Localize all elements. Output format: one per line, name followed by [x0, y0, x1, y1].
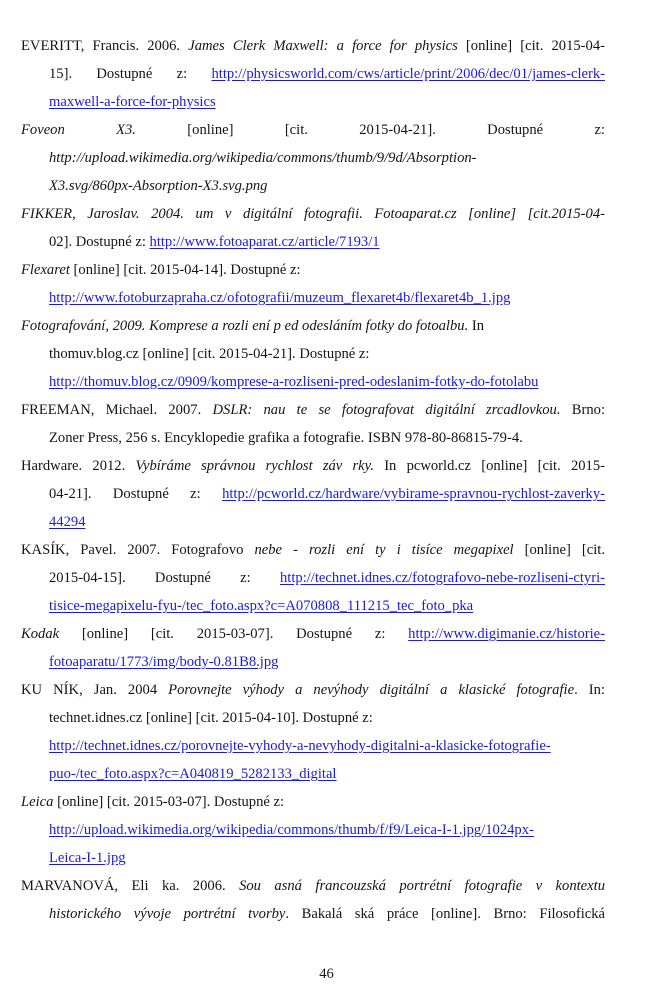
bib-link[interactable]: http://physicsworld.com/cws/article/print/2006/dec/01/james-clerk-	[211, 66, 605, 82]
bib-line: KU NÍK, Jan. 2004 Porovnejte výhody a nevýhody digitální a klasické fotografie. In:	[21, 682, 605, 698]
bib-line	[21, 648, 605, 676]
bib-entry-kodak	[21, 620, 605, 676]
bib-title: James Clerk Maxwell: a force for physics	[188, 38, 458, 54]
bib-line: 2015-04-15]. Dostupné z: http://technet.idnes.cz/fotografovo-nebe-rozliseni-ctyri-	[49, 570, 605, 586]
bib-line	[21, 844, 605, 872]
bib-link-continued[interactable]: tisice-megapixelu-fyu-/tec_foto.aspx?c=A070808_111215_tec_foto_pka	[49, 598, 474, 614]
bib-entry-kucnik	[21, 676, 605, 788]
bib-link[interactable]: http://upload.wikimedia.org/wikipedia/commons/thumb/f/f9/Leica-I-1.jpg/1024px-	[49, 822, 534, 838]
bib-line: 02]. Dostupné z: http://www.fotoaparat.cz/article/7193/1	[49, 234, 380, 250]
bib-line: historického vývoje portrétní tvorby. Bakalá ská práce [online]. Brno: Filosofická	[49, 906, 605, 922]
bib-link-continued[interactable]: Leica-I-1.jpg	[49, 850, 126, 866]
bib-entry-leica	[21, 788, 605, 872]
bib-line: http://upload.wikimedia.org/wikipedia/commons/thumb/9/9d/Absorption-	[49, 150, 477, 166]
bib-line: MARVANOVÁ, Eli ka. 2006. Sou asná francouzská portrétní fotografie v kontextu	[21, 878, 605, 894]
bib-line: thomuv.blog.cz [online] [cit. 2015-04-21]. Dostupné z:	[49, 346, 370, 362]
bib-line: Leica [online] [cit. 2015-03-07]. Dostupné z:	[21, 794, 285, 810]
bib-line	[21, 816, 605, 844]
bib-line: FIKKER, Jaroslav. 2004. um v digitální fotografii. Fotoaparat.cz [online] [cit.2015-04-	[21, 206, 605, 222]
bib-line: Fotografování, 2009. Komprese a rozli ení p ed odesláním fotky do fotoalbu. In	[21, 318, 485, 334]
bib-link[interactable]: http://www.digimanie.cz/historie-	[408, 626, 605, 642]
bib-link-continued[interactable]: fotoaparatu/1773/img/body-0.81B8.jpg	[49, 654, 279, 670]
bib-line: X3.svg/860px-Absorption-X3.svg.png	[49, 178, 268, 194]
bib-line: KASÍK, Pavel. 2007. Fotografovo nebe - rozli ení ty i tisíce megapixel [online] [cit.	[21, 542, 605, 558]
bib-line	[21, 284, 605, 312]
bib-entry-fikker	[21, 200, 605, 256]
bib-line: Foveon X3. [online] [cit. 2015-04-21]. Dostupné z:	[21, 122, 605, 138]
bib-line	[21, 592, 605, 620]
bib-entry-fotografovani	[21, 312, 605, 396]
bib-link[interactable]: http://www.fotoburzapraha.cz/ofotografii/muzeum_flexaret4b/flexaret4b_1.jpg	[49, 290, 511, 306]
bib-line	[21, 368, 605, 396]
bib-link-continued[interactable]: 44294	[49, 514, 86, 530]
bib-entry-foveon	[21, 116, 605, 200]
bib-entry-freeman	[21, 396, 605, 452]
bib-link[interactable]: http://www.fotoaparat.cz/article/7193/1	[149, 234, 380, 250]
bib-line: Kodak [online] [cit. 2015-03-07]. Dostupné z: http://www.digimanie.cz/historie-	[21, 626, 605, 642]
page-number: 46	[319, 966, 334, 982]
bib-line: EVERITT, Francis. 2006. James Clerk Maxwell: a force for physics [online] [cit. 2015-04-	[21, 38, 605, 54]
bib-line	[21, 732, 605, 760]
bib-line: Hardware. 2012. Vybíráme správnou rychlost záv rky. In pcworld.cz [online] [cit. 2015-	[21, 458, 605, 474]
bib-line: Flexaret [online] [cit. 2015-04-14]. Dostupné z:	[21, 262, 301, 278]
bib-line	[21, 88, 605, 116]
bib-line	[21, 508, 605, 536]
bib-link[interactable]: http://technet.idnes.cz/porovnejte-vyhody-a-nevyhody-digitalni-a-klasicke-fotografie-	[49, 738, 551, 754]
bib-link[interactable]: http://technet.idnes.cz/fotografovo-nebe-rozliseni-ctyri-	[280, 570, 605, 586]
bib-entry-kasik	[21, 536, 605, 620]
bib-line: FREEMAN, Michael. 2007. DSLR: nau te se fotografovat digitální zrcadlovkou. Brno:	[21, 402, 605, 418]
bib-line: 04-21]. Dostupné z: http://pcworld.cz/hardware/vybirame-spravnou-rychlost-zaverky-	[49, 486, 605, 502]
bib-link[interactable]: http://thomuv.blog.cz/0909/komprese-a-rozliseni-pred-odeslanim-fotky-do-fotolabu	[49, 374, 539, 390]
bib-line	[21, 760, 605, 788]
bib-link[interactable]: http://pcworld.cz/hardware/vybirame-spravnou-rychlost-zaverky-	[222, 486, 605, 502]
bib-link-continued[interactable]: maxwell-a-force-for-physics	[49, 94, 216, 110]
bib-entry-everitt	[21, 32, 605, 116]
bib-line: Zoner Press, 256 s. Encyklopedie grafika a fotografie. ISBN 978-80-86815-79-4.	[49, 430, 523, 446]
bib-link-continued[interactable]: puo-/tec_foto.aspx?c=A040819_5282133_digital	[49, 766, 337, 782]
bib-entry-marvanova	[21, 872, 605, 928]
bib-entry-hardware	[21, 452, 605, 536]
bib-entry-flexaret	[21, 256, 605, 312]
bib-line: technet.idnes.cz [online] [cit. 2015-04-10]. Dostupné z:	[49, 710, 373, 726]
bib-line: 15]. Dostupné z: http://physicsworld.com/cws/article/print/2006/dec/01/james-clerk-	[49, 66, 605, 82]
